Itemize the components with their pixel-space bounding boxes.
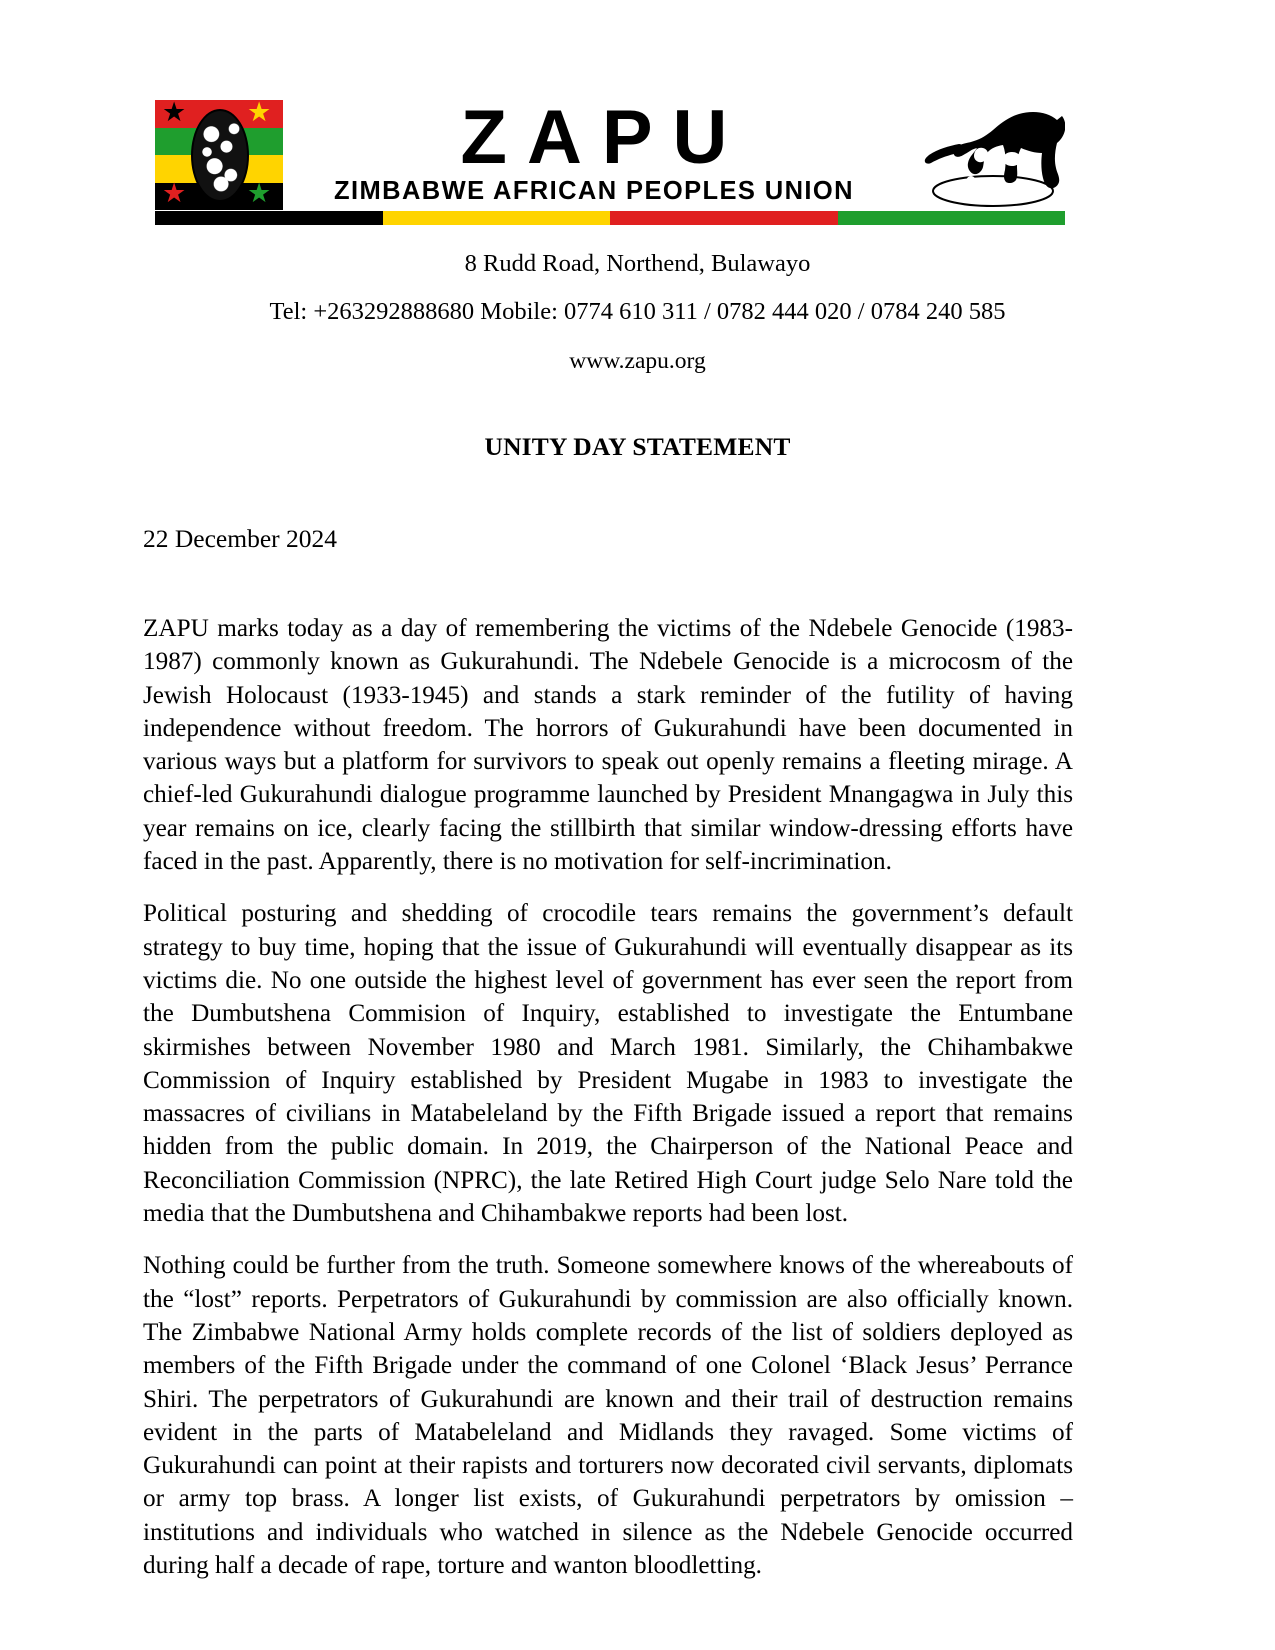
flag-star-bottom-left: ★ bbox=[162, 178, 187, 209]
globe-emblem-icon bbox=[191, 109, 249, 202]
letterhead-colorbar bbox=[155, 211, 1065, 225]
flag-star-bottom-right: ★ bbox=[247, 178, 272, 209]
contact-phones: Tel: +263292888680 Mobile: 0774 610 311 / 0782 444 020 / 0784 240 585 bbox=[269, 297, 1006, 325]
colorbar-segment-green bbox=[838, 211, 1066, 225]
zapu-flag-icon bbox=[155, 100, 283, 210]
flag-star-top-left: ★ bbox=[162, 100, 187, 128]
flag-star-top-right: ★ bbox=[247, 100, 272, 128]
document-date: 22 December 2024 bbox=[143, 524, 338, 553]
colorbar-segment-black bbox=[155, 211, 383, 225]
contact-address: 8 Rudd Road, Northend, Bulawayo bbox=[464, 250, 811, 277]
body-paragraph: ZAPU marks today as a day of remembering the victims of the Ndebele Genocide (1983-1987) commonly known as Gukurahundi. The Ndebele Genocide is a microcosm of the Jewish Holocaust (1933-1945) and stands a stark reminder of the futility of having independence without freedom. The horrors of Gukurahundi have been documented in various ways but a platform for survivors to speak out openly remains a fleeting mirage. A chief-led Gukurahundi dialogue programme launched by President Mnangagwa in July this year remains on ice, clearly facing the stillbirth that similar window-dressing efforts have faced in the past. Apparently, there is no motivation for self-incrimination. bbox=[143, 615, 1073, 876]
colorbar-segment-red bbox=[610, 211, 838, 225]
letterhead bbox=[155, 95, 1065, 230]
page-title: UNITY DAY STATEMENT bbox=[484, 432, 791, 461]
colorbar-segment-yellow bbox=[383, 211, 611, 225]
body-paragraph: Nothing could be further from the truth. Someone somewhere knows of the whereabouts of the “lost” reports. Perpetrators of Gukurahundi by commission are also officially known. The Zimbabwe National Army holds complete records of the list of soldiers deployed as members of the Fifth Brigade under the command of one Colonel ‘Black Jesus’ Perrance Shiri. The perpetrators of Gukurahundi are known and their trail of destruction remains evident in the parts of Matabeleland and Midlands they ravaged. Some victims of Gukurahundi can point at their rapists and torturers now decorated civil servants, diplomats or army top brass. A longer list exists, of Gukurahundi perpetrators by omission – institutions and individuals who watched in silence as the Ndebele Genocide occurred during half a decade of rape, torture and wanton bloodletting. bbox=[143, 1252, 1073, 1580]
bull-emblem-icon bbox=[905, 98, 1065, 210]
contact-website: www.zapu.org bbox=[569, 348, 706, 374]
zapu-wordmark-text: ZAPU bbox=[460, 94, 748, 180]
zapu-wordmark bbox=[283, 94, 905, 210]
contact-block bbox=[0, 252, 1275, 374]
body-paragraph: Political posturing and shedding of crocodile tears remains the government’s default strategy to buy time, hoping that the issue of Gukurahundi will eventually disappear as its victims die. No one outside the highest level of government has ever seen the report from the Dumbutshena Commision of Inquiry, established to investigate the Entumbane skirmishes between November 1980 and March 1981. Similarly, the Chihambakwe Commission of Inquiry established by President Mugabe in 1983 to investigate the massacres of civilians in Matabeleland by the Fifth Brigade issued a report that remains hidden from the public domain. In 2019, the Chairperson of the National Peace and Reconciliation Commission (NPRC), the late Retired High Court judge Selo Nare told the media that the Dumbutshena and Chihambakwe reports had been lost. bbox=[143, 900, 1073, 1228]
document-body bbox=[143, 612, 1073, 1582]
zapu-wordmark-subtitle: ZIMBABWE AFRICAN PEOPLES UNION bbox=[334, 177, 854, 206]
